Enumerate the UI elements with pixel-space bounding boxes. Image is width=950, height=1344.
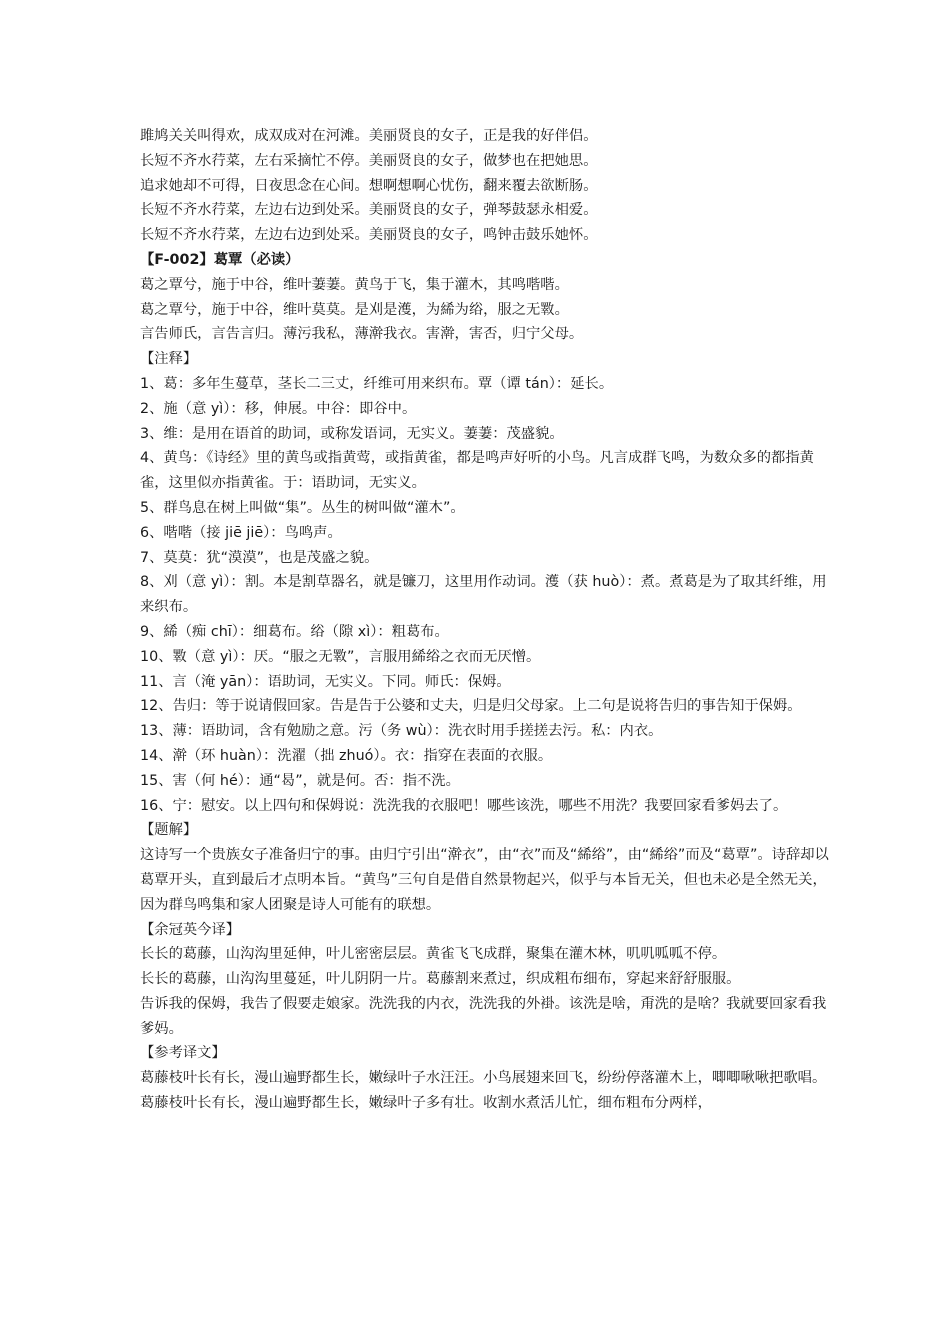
- note-item: 3、维：是用在语首的助词，或称发语词，无实义。萋萋：茂盛貌。: [140, 425, 564, 442]
- yu-translation-line: 告诉我的保姆，我告了假要走娘家。洗洗我的内衣，洗洗我的外褂。该洗是啥，甭洗的是啥？我就要回家看我爹妈。: [140, 995, 827, 1037]
- notes-heading: 【注释】: [140, 351, 198, 368]
- poem-line: 葛之覃兮，施于中谷，维叶莫莫。是刈是濩，为絺为绤，服之无斁。: [140, 301, 569, 318]
- note-item: 14、澣（环 huàn）：洗濯（拙 zhuó）。衣：指穿在表面的衣服。: [140, 747, 553, 764]
- yu-translation-heading: 【余冠英今译】: [140, 921, 241, 938]
- note-item: 4、黄鸟：《诗经》里的黄鸟或指黄莺，或指黄雀，都是鸣声好听的小鸟。凡言成群飞鸣，为数众多的都指黄雀，这里似亦指黄雀。于：语助词，无实义。: [140, 450, 814, 492]
- yu-translation-line: 长长的葛藤，山沟沟里蔓延，叶儿阴阴一片。葛藤割来煮过，织成粗布细布，穿起来舒舒服服。: [140, 971, 741, 988]
- poem-line: 言告师氏，言告言归。薄污我私，薄澣我衣。害澣，害否，归宁父母。: [140, 326, 584, 343]
- explain-heading: 【题解】: [140, 822, 198, 839]
- intro-line: 长短不齐水荇菜，左边右边到处采。美丽贤良的女子，鸣钟击鼓乐她怀。: [140, 227, 598, 244]
- note-item: 8、刈（意 yì）：割。本是割草器名，就是镰刀，这里用作动词。濩（获 huò）：煮。煮葛是为了取其纤维，用来织布。: [140, 574, 827, 616]
- note-item: 11、言（淹 yān）：语助词，无实义。下同。师氏：保姆。: [140, 673, 511, 690]
- poem-title: 【F-002】葛覃（必读）: [140, 251, 300, 268]
- reference-translation-heading: 【参考译文】: [140, 1045, 226, 1062]
- note-item: 7、莫莫：犹“漠漠”，也是茂盛之貌。: [140, 549, 379, 566]
- note-item: 5、群鸟息在树上叫做“集”。丛生的树叫做“灌木”。: [140, 499, 465, 516]
- note-item: 9、絺（痴 chī）：细葛布。绤（隙 xì）：粗葛布。: [140, 623, 449, 640]
- note-item: 10、斁（意 yì）：厌。“服之无斁”，言服用絺绤之衣而无厌憎。: [140, 648, 541, 665]
- note-item: 16、宁：慰安。以上四句和保姆说：洗洗我的衣服吧！哪些该洗，哪些不用洗？我要回家看爹妈去了。: [140, 797, 788, 814]
- note-item: 15、害（何 hé）：通“曷”，就是何。否：指不洗。: [140, 772, 460, 789]
- intro-line: 长短不齐水荇菜，左边右边到处采。美丽贤良的女子，弹琴鼓瑟永相爱。: [140, 202, 598, 219]
- note-item: 6、喈喈（接 jiē jiē）：鸟鸣声。: [140, 524, 342, 541]
- yu-translation-line: 长长的葛藤，山沟沟里延伸，叶儿密密层层。黄雀飞飞成群，聚集在灌木林，叽叽呱呱不停。: [140, 946, 727, 963]
- reference-translation-line: 葛藤枝叶长有长，漫山遍野都生长，嫩绿叶子多有壮。收割水煮活儿忙，细布粗布分两样，: [140, 1095, 712, 1112]
- note-item: 1、葛：多年生蔓草，茎长二三丈，纤维可用来织布。覃（谭 tán）：延长。: [140, 375, 614, 392]
- intro-line: 雎鸠关关叫得欢，成双成对在河滩。美丽贤良的女子，正是我的好伴侣。: [140, 128, 598, 144]
- note-item: 13、薄：语助词，含有勉励之意。污（务 wù）：洗衣时用手搓搓去污。私：内衣。: [140, 723, 663, 740]
- intro-line: 追求她却不可得，日夜思念在心间。想啊想啊心忧伤，翻来覆去欲断肠。: [140, 177, 598, 194]
- poem-line: 葛之覃兮，施于中谷，维叶萋萋。黄鸟于飞，集于灌木，其鸣喈喈。: [140, 276, 569, 293]
- document-body: [140, 124, 830, 1116]
- reference-translation-line: 葛藤枝叶长有长，漫山遍野都生长，嫩绿叶子水汪汪。小鸟展翅来回飞，纷纷停落灌木上，唧唧啾啾把歌唱。: [140, 1070, 827, 1087]
- note-item: 2、施（意 yì）：移，伸展。中谷：即谷中。: [140, 400, 417, 417]
- intro-line: 长短不齐水荇菜，左右采摘忙不停。美丽贤良的女子，做梦也在把她思。: [140, 152, 598, 169]
- note-item: 12、告归：等于说请假回家。告是告于公婆和丈夫，归是归父母家。上二句是说将告归的事告知于保姆。: [140, 698, 802, 715]
- explain-text: 这诗写一个贵族女子准备归宁的事。由归宁引出“澣衣”，由“衣”而及“絺绤”，由“絺绤”而及“葛覃”。诗辞却以葛覃开头，直到最后才点明本旨。“黄鸟”三句自是借自然景物起兴，似乎与本旨无关，但也未必是全然无关，因为群鸟鸣集和家人团聚是诗人可能有的联想。: [140, 847, 829, 913]
